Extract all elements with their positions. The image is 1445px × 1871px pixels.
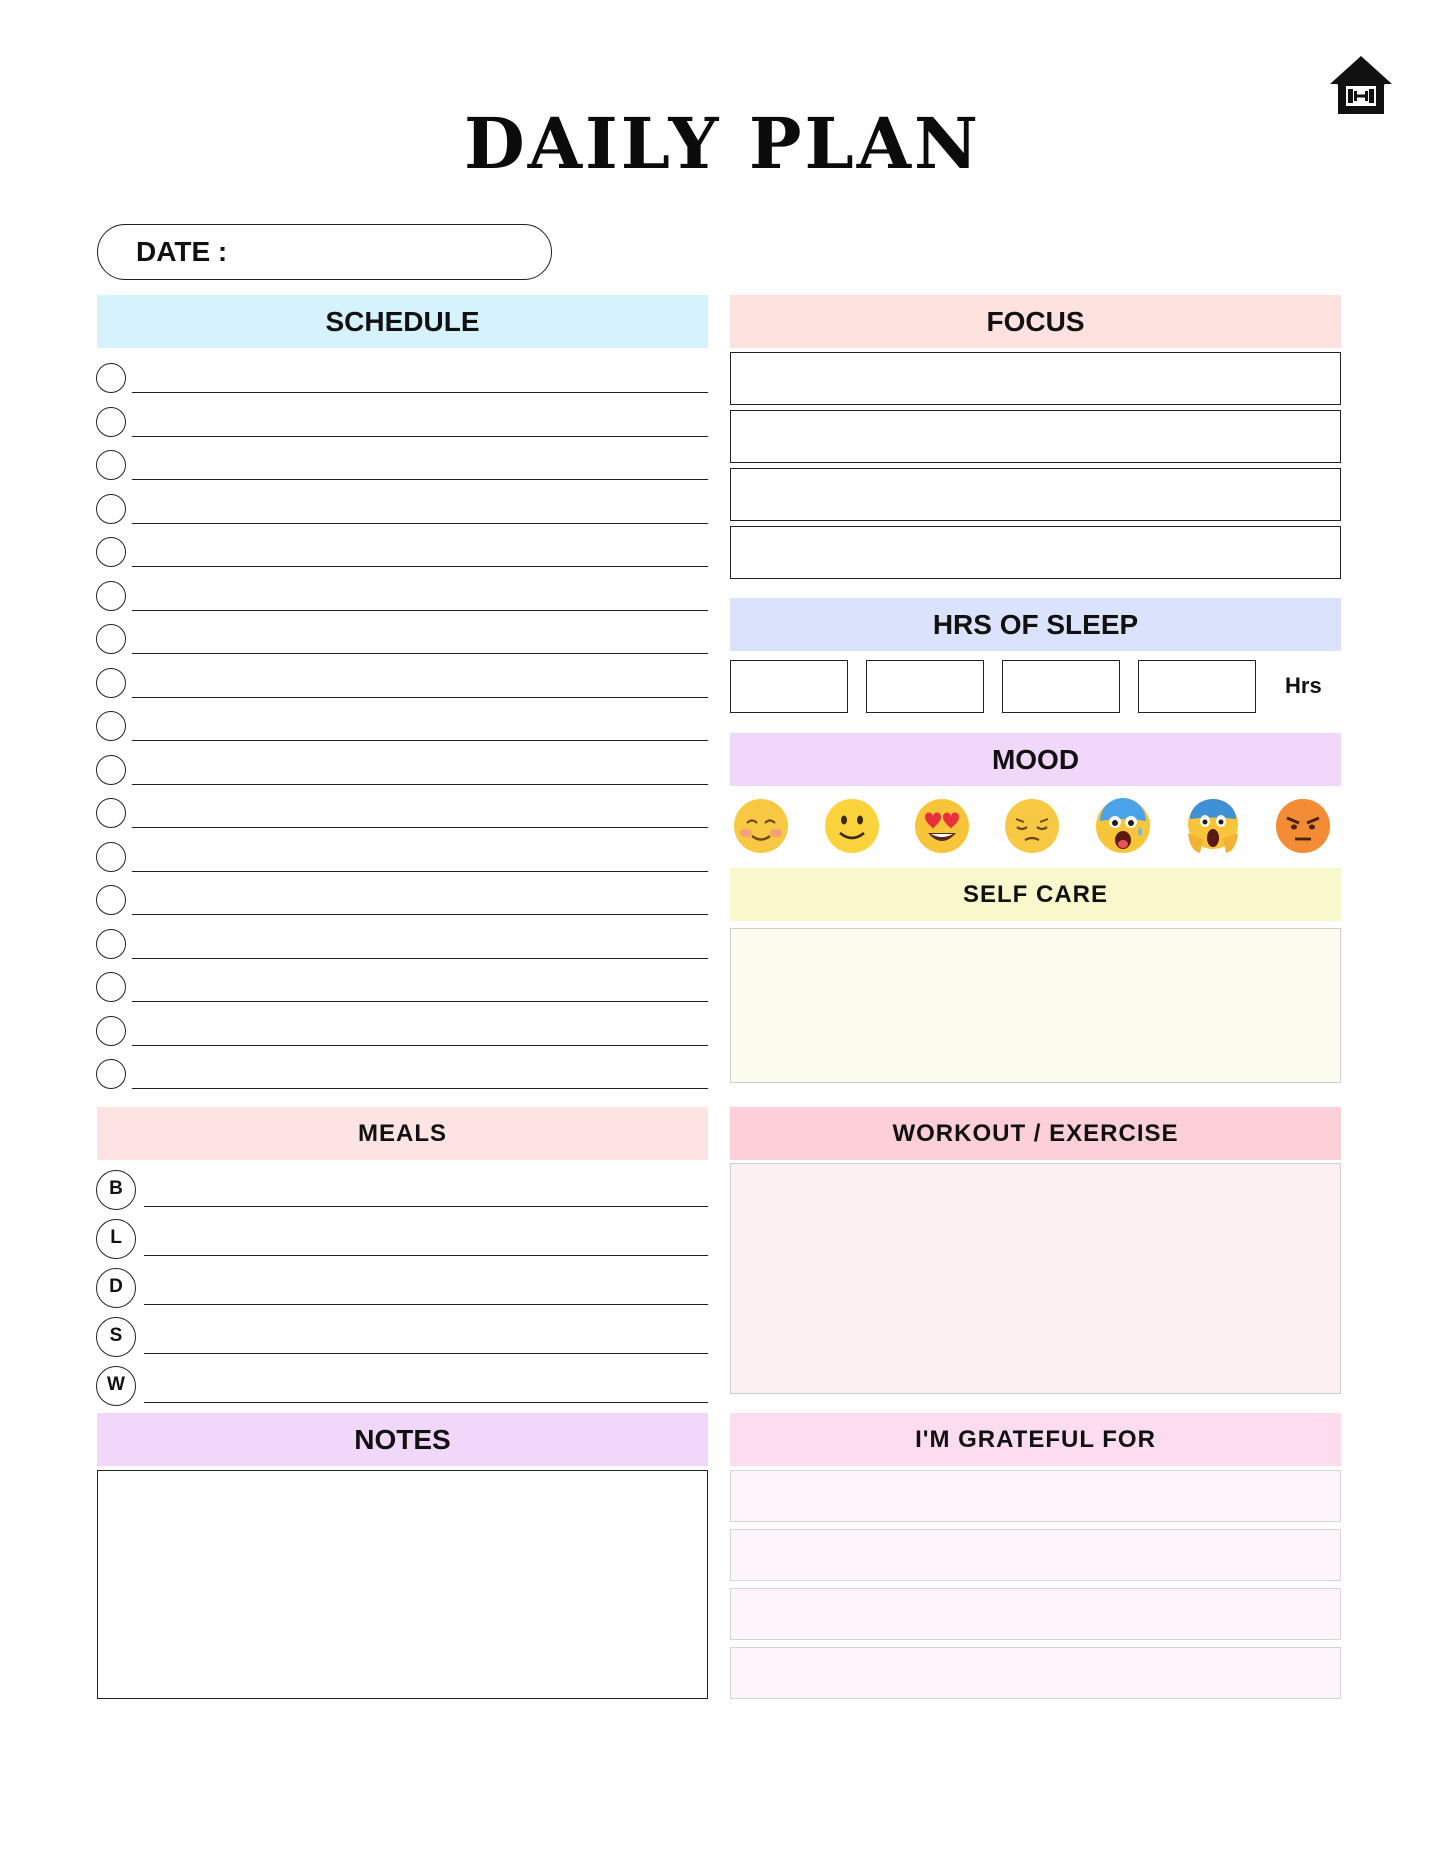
- schedule-line[interactable]: [132, 523, 708, 524]
- schedule-checkbox[interactable]: [96, 494, 126, 524]
- schedule-line[interactable]: [132, 1045, 708, 1046]
- schedule-line[interactable]: [132, 871, 708, 872]
- anxious-sweat-icon[interactable]: [1094, 797, 1152, 855]
- sleep-header: HRS OF SLEEP: [730, 598, 1341, 651]
- schedule-line[interactable]: [132, 1088, 708, 1089]
- schedule-line[interactable]: [132, 610, 708, 611]
- schedule-line[interactable]: [132, 697, 708, 698]
- grateful-header: I'M GRATEFUL FOR: [730, 1413, 1341, 1466]
- screaming-fear-icon[interactable]: [1184, 797, 1242, 855]
- schedule-row[interactable]: [96, 533, 708, 567]
- meal-line[interactable]: [144, 1255, 708, 1256]
- meal-row[interactable]: [96, 1317, 708, 1357]
- sleep-box[interactable]: [866, 660, 984, 713]
- schedule-line[interactable]: [132, 740, 708, 741]
- sleep-box[interactable]: [1138, 660, 1256, 713]
- self-care-header: SELF CARE: [730, 868, 1341, 921]
- schedule-checkbox[interactable]: [96, 624, 126, 654]
- meals-header: MEALS: [97, 1107, 708, 1160]
- schedule-row[interactable]: [96, 751, 708, 785]
- slight-smile-icon[interactable]: [823, 797, 881, 855]
- schedule-line[interactable]: [132, 914, 708, 915]
- focus-header: FOCUS: [730, 295, 1341, 348]
- meal-badge: L: [96, 1219, 136, 1259]
- angry-face-icon[interactable]: [1274, 797, 1332, 855]
- meal-line[interactable]: [144, 1402, 708, 1403]
- focus-box[interactable]: [730, 410, 1341, 463]
- schedule-checkbox[interactable]: [96, 407, 126, 437]
- meal-badge: D: [96, 1268, 136, 1308]
- sleep-box[interactable]: [730, 660, 848, 713]
- pensive-face-icon[interactable]: [1003, 797, 1061, 855]
- schedule-line[interactable]: [132, 1001, 708, 1002]
- focus-box[interactable]: [730, 526, 1341, 579]
- meal-line[interactable]: [144, 1353, 708, 1354]
- sleep-unit-label: Hrs: [1285, 673, 1322, 698]
- meal-row[interactable]: [96, 1170, 708, 1210]
- blushing-smile-icon[interactable]: [732, 797, 790, 855]
- schedule-row[interactable]: [96, 664, 708, 698]
- date-label: DATE :: [136, 236, 228, 267]
- schedule-row[interactable]: [96, 620, 708, 654]
- schedule-checkbox[interactable]: [96, 1059, 126, 1089]
- schedule-line[interactable]: [132, 653, 708, 654]
- schedule-line[interactable]: [132, 566, 708, 567]
- schedule-checkbox[interactable]: [96, 711, 126, 741]
- sleep-box[interactable]: [1002, 660, 1120, 713]
- schedule-checkbox[interactable]: [96, 972, 126, 1002]
- page-title: DAILY PLAN: [464, 102, 981, 185]
- meal-row[interactable]: [96, 1366, 708, 1406]
- schedule-header: SCHEDULE: [97, 295, 708, 348]
- notes-box[interactable]: [97, 1470, 708, 1699]
- workout-header: WORKOUT / EXERCISE: [730, 1107, 1341, 1160]
- self-care-box[interactable]: [730, 928, 1341, 1083]
- schedule-row[interactable]: [96, 707, 708, 741]
- focus-box[interactable]: [730, 352, 1341, 405]
- schedule-row[interactable]: [96, 446, 708, 480]
- schedule-checkbox[interactable]: [96, 668, 126, 698]
- schedule-row[interactable]: [96, 794, 708, 828]
- schedule-row[interactable]: [96, 490, 708, 524]
- heart-eyes-icon[interactable]: [913, 797, 971, 855]
- meal-badge: S: [96, 1317, 136, 1357]
- schedule-line[interactable]: [132, 958, 708, 959]
- schedule-checkbox[interactable]: [96, 842, 126, 872]
- schedule-row[interactable]: [96, 359, 708, 393]
- meal-badge: W: [96, 1366, 136, 1406]
- schedule-row[interactable]: [96, 1055, 708, 1089]
- schedule-checkbox[interactable]: [96, 581, 126, 611]
- meal-line[interactable]: [144, 1304, 708, 1305]
- date-field[interactable]: [97, 224, 552, 280]
- workout-box[interactable]: [730, 1163, 1341, 1394]
- meal-row[interactable]: [96, 1268, 708, 1308]
- meal-badge: B: [96, 1170, 136, 1210]
- schedule-checkbox[interactable]: [96, 798, 126, 828]
- schedule-checkbox[interactable]: [96, 755, 126, 785]
- schedule-row[interactable]: [96, 838, 708, 872]
- schedule-row[interactable]: [96, 403, 708, 437]
- notes-header: NOTES: [97, 1413, 708, 1466]
- meal-row[interactable]: [96, 1219, 708, 1259]
- schedule-line[interactable]: [132, 827, 708, 828]
- schedule-line[interactable]: [132, 392, 708, 393]
- schedule-line[interactable]: [132, 479, 708, 480]
- schedule-row[interactable]: [96, 881, 708, 915]
- schedule-line[interactable]: [132, 784, 708, 785]
- schedule-checkbox[interactable]: [96, 450, 126, 480]
- schedule-row[interactable]: [96, 577, 708, 611]
- schedule-row[interactable]: [96, 1012, 708, 1046]
- schedule-checkbox[interactable]: [96, 363, 126, 393]
- meal-line[interactable]: [144, 1206, 708, 1207]
- schedule-row[interactable]: [96, 925, 708, 959]
- schedule-checkbox[interactable]: [96, 537, 126, 567]
- schedule-line[interactable]: [132, 436, 708, 437]
- grateful-box[interactable]: [730, 1647, 1341, 1699]
- schedule-row[interactable]: [96, 968, 708, 1002]
- focus-box[interactable]: [730, 468, 1341, 521]
- grateful-box[interactable]: [730, 1529, 1341, 1581]
- schedule-checkbox[interactable]: [96, 885, 126, 915]
- grateful-box[interactable]: [730, 1588, 1341, 1640]
- schedule-checkbox[interactable]: [96, 1016, 126, 1046]
- schedule-checkbox[interactable]: [96, 929, 126, 959]
- grateful-box[interactable]: [730, 1470, 1341, 1522]
- mood-header: MOOD: [730, 733, 1341, 786]
